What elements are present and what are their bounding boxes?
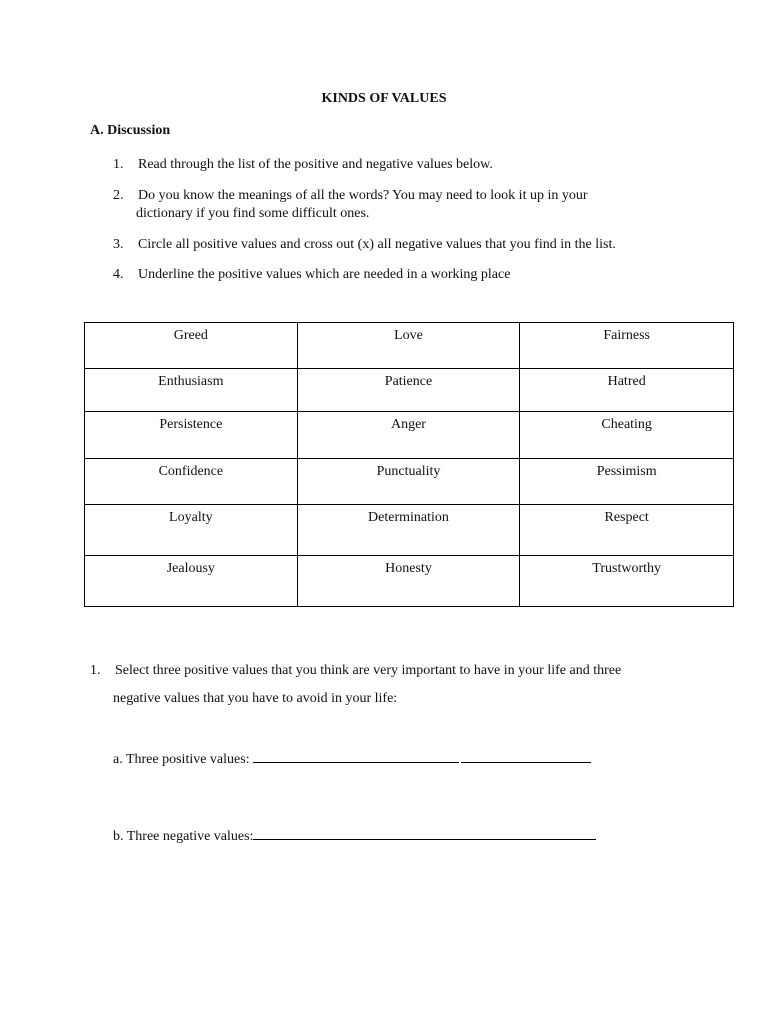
instruction-text: Circle all positive values and cross out (x) all negative values that you find in the list. [138,237,616,252]
table-cell: Trustworthy [520,556,734,607]
table-cell: Hatred [520,369,734,412]
table-cell: Determination [297,505,520,556]
positive-values-label: a. Three positive values: [113,752,250,767]
table-cell: Enthusiasm [85,369,298,412]
instruction-text: Underline the positive values which are needed in a working place [138,267,511,282]
table-cell: Loyalty [85,505,298,556]
positive-values-answer [113,748,591,768]
table-row [85,323,734,369]
table-cell: Patience [297,369,520,412]
positive-values-blank-2[interactable] [461,748,591,763]
table-cell: Punctuality [297,459,520,505]
table-cell: Love [297,323,520,369]
table-cell: Anger [297,412,520,459]
negative-values-label: b. Three negative values: [113,829,254,844]
section-heading: A. Discussion [90,123,171,138]
table-cell: Jealousy [85,556,298,607]
instruction-item [113,156,673,174]
task-item [90,657,690,713]
table-row [85,505,734,556]
positive-values-blank-1[interactable] [253,748,459,763]
table-cell: Honesty [297,556,520,607]
table-row [85,369,734,412]
table-cell: Respect [520,505,734,556]
table-cell: Greed [85,323,298,369]
table-cell: Fairness [520,323,734,369]
table-cell: Persistence [85,412,298,459]
instruction-text: Read through the list of the positive and negative values below. [138,157,493,172]
instruction-item [113,266,673,284]
negative-values-answer [113,825,596,845]
table-cell: Confidence [85,459,298,505]
values-table [84,322,734,607]
instruction-item [113,236,673,254]
table-row [85,556,734,607]
instruction-number: 4. [113,267,124,282]
task-number: 1. [90,663,101,678]
instruction-number: 3. [113,237,124,252]
table-row [85,412,734,459]
task-text: Select three positive values that you think are very important to have in your life and three [115,663,622,678]
instruction-item [113,187,673,223]
task-text-continued: negative values that you have to avoid in your life: [113,691,398,706]
instruction-text-continued: dictionary if you find some difficult ones. [136,206,370,221]
table-cell: Pessimism [520,459,734,505]
instruction-number: 1. [113,157,124,172]
negative-values-blank[interactable] [253,825,596,840]
page-title: KINDS OF VALUES [321,91,447,106]
table-row [85,459,734,505]
instruction-number: 2. [113,188,124,203]
instruction-text: Do you know the meanings of all the words? You may need to look it up in your [138,188,588,203]
table-cell: Cheating [520,412,734,459]
